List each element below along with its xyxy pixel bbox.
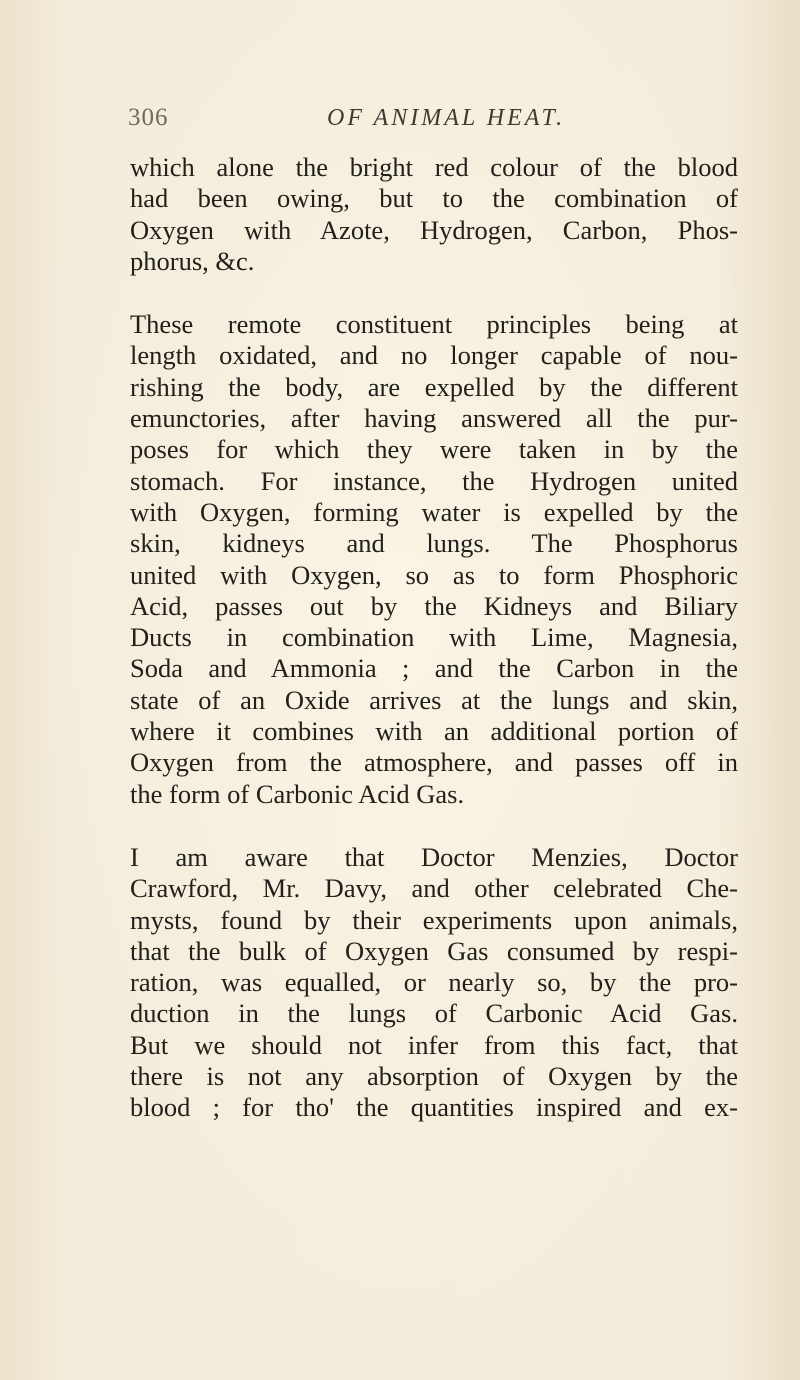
text-line: the form of Carbonic Acid Gas. (130, 778, 465, 809)
text-line: But we should not infer from this fact, that (130, 1029, 738, 1060)
text-line: Crawford, Mr. Davy, and other celebrated Che- (130, 873, 738, 904)
paragraph-gap (130, 277, 738, 309)
text-line: rishing the body, are expelled by the different (130, 371, 738, 402)
text-line: Acid, passes out by the Kidneys and Biliary (130, 590, 738, 621)
page-number: 306 (128, 104, 169, 131)
text-line: which alone the bright red colour of the blood (130, 152, 738, 182)
text-line: there is not any absorption of Oxygen by the (130, 1061, 738, 1092)
text-line: mysts, found by their experiments upon animals, (130, 904, 738, 935)
text-line: had been owing, but to the combination of (130, 183, 738, 214)
running-title: OF ANIMAL HEAT. (327, 105, 566, 131)
text-line: ration, was equalled, or nearly so, by the pro- (130, 967, 738, 998)
text-line: Ducts in combination with Lime, Magnesia, (130, 622, 738, 653)
text-line: length oxidated, and no longer capable of nou- (130, 340, 738, 371)
text-line: I am aware that Doctor Menzies, Doctor (130, 841, 738, 872)
paragraph-3 (130, 842, 738, 1124)
text-line: phorus, &c. (130, 245, 255, 276)
text-line: Soda and Ammonia ; and the Carbon in the (130, 653, 738, 684)
text-line: These remote constituent principles being at (130, 309, 738, 340)
body-text (130, 152, 738, 1124)
text-line: skin, kidneys and lungs. The Phosphorus (130, 528, 738, 559)
text-line: Oxygen with Azote, Hydrogen, Carbon, Phos- (130, 214, 738, 245)
text-line: state of an Oxide arrives at the lungs and skin, (130, 684, 738, 715)
text-line: united with Oxygen, so as to form Phosphoric (130, 559, 738, 590)
text-line: with Oxygen, forming water is expelled by the (130, 496, 738, 527)
text-line: that the bulk of Oxygen Gas consumed by respi- (130, 935, 738, 966)
text-line: where it combines with an additional portion of (130, 716, 738, 747)
paragraph-2 (130, 309, 738, 810)
text-line: blood ; for tho' the quantities inspired and ex- (130, 1092, 738, 1123)
text-line: stomach. For instance, the Hydrogen united (130, 465, 738, 496)
text-line: duction in the lungs of Carbonic Acid Gas. (130, 998, 738, 1029)
paragraph-1 (130, 152, 738, 277)
text-line: emunctories, after having answered all the pur- (130, 403, 738, 434)
paragraph-gap (130, 810, 738, 842)
running-head (0, 104, 800, 144)
text-line: poses for which they were taken in by the (130, 434, 738, 465)
text-line: Oxygen from the atmosphere, and passes off in (130, 747, 738, 778)
